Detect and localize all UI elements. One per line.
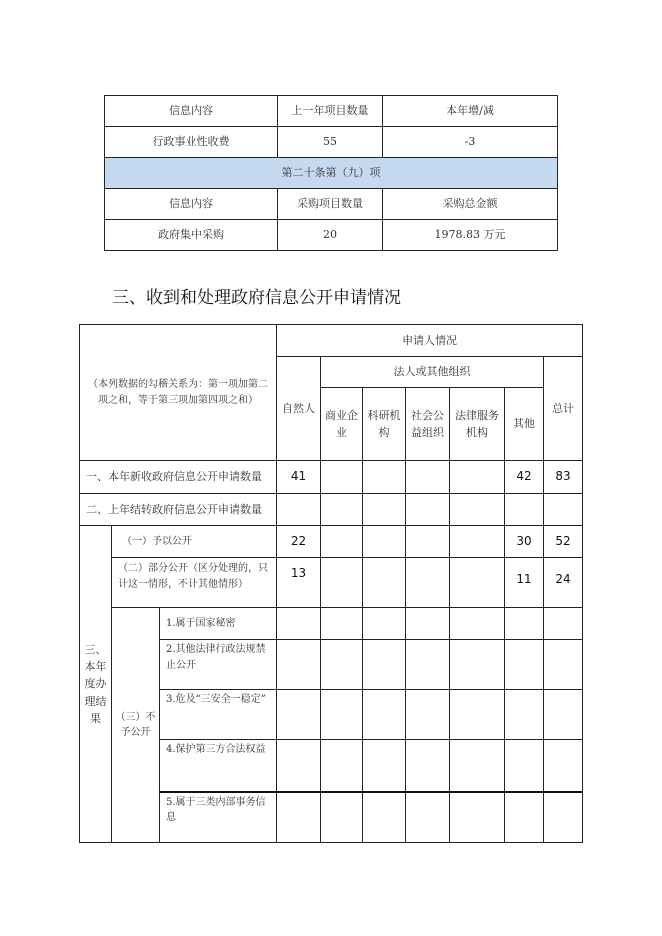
table-cell: 采购项目数量 — [278, 189, 383, 220]
other-value: 42 — [505, 461, 544, 494]
empty-cell — [321, 494, 363, 526]
table-cell: 政府集中采购 — [105, 220, 278, 251]
row-label: 二、上年结转政府信息公开申请数量 — [80, 494, 277, 526]
total-value: 52 — [544, 526, 583, 558]
applicant-header: 申请人情况 — [277, 325, 583, 357]
natural-value: 22 — [277, 526, 321, 558]
table-cell: 55 — [278, 127, 383, 158]
total-value: 83 — [544, 461, 583, 494]
not-public-item: 2.其他法律行政法规禁止公开 — [160, 640, 277, 690]
total-header: 总计 — [544, 357, 583, 461]
other-value: 30 — [505, 526, 544, 558]
row-label: （二）部分公开（区分处理的，只计这一情形，不计其他情形） — [112, 558, 277, 608]
empty-cell — [450, 558, 505, 608]
application-table — [79, 324, 583, 843]
table-row — [105, 127, 558, 158]
section-heading: 三、收到和处理政府信息公开申请情况 — [112, 288, 401, 308]
other-value: 11 — [505, 558, 544, 608]
table-cell: -3 — [383, 127, 558, 158]
table-row — [80, 461, 583, 494]
empty-cell — [544, 494, 583, 526]
not-public-item: 3.危及“三安全一稳定” — [160, 690, 277, 740]
not-public-group-label: （三）不予公开 — [112, 608, 160, 843]
note-cell: （本列数据的勾稽关系为：第一项加第二项之和，等于第三项加第四项之和） — [80, 325, 277, 461]
empty-cell — [363, 494, 406, 526]
org-type-header: 社会公益组织 — [406, 388, 450, 461]
not-public-item: 5.属于三类内部事务信息 — [160, 792, 277, 843]
table-cell: 信息内容 — [105, 189, 278, 220]
empty-cell — [321, 558, 363, 608]
empty-cell — [406, 558, 450, 608]
empty-cell — [505, 494, 544, 526]
table-row — [80, 325, 583, 357]
not-public-item: 1.属于国家秘密 — [160, 608, 277, 640]
empty-cell — [277, 494, 321, 526]
result-group-label: 三、本年度办理结果 — [80, 526, 112, 843]
table-cell: 本年增/减 — [383, 96, 558, 127]
table-row — [80, 558, 583, 608]
table-cell: 20 — [278, 220, 383, 251]
table-row — [105, 220, 558, 251]
table-cell: 行政事业性收费 — [105, 127, 278, 158]
natural-person-header: 自然人 — [277, 357, 321, 461]
fee-purchase-table — [104, 95, 558, 251]
table-cell: 采购总金额 — [383, 189, 558, 220]
not-public-item: 4.保护第三方合法权益 — [160, 740, 277, 792]
section-title: 第二十条第（九）项 — [105, 158, 558, 189]
org-type-header: 其他 — [505, 388, 544, 461]
table-row — [105, 189, 558, 220]
row-label: 一、本年新收政府信息公开申请数量 — [80, 461, 277, 494]
empty-cell — [321, 526, 363, 558]
table-row — [80, 494, 583, 526]
table-row — [80, 526, 583, 558]
empty-cell — [363, 526, 406, 558]
table-cell: 1978.83 万元 — [383, 220, 558, 251]
empty-cell — [450, 461, 505, 494]
total-value: 24 — [544, 558, 583, 608]
table-cell: 信息内容 — [105, 96, 278, 127]
empty-cell — [450, 526, 505, 558]
org-type-header: 法律服务机构 — [450, 388, 505, 461]
legal-org-header: 法人或其他组织 — [321, 357, 544, 388]
table-cell: 上一年项目数量 — [278, 96, 383, 127]
org-type-header: 商业企业 — [321, 388, 363, 461]
natural-value: 13 — [277, 558, 321, 608]
section-title-row — [105, 158, 558, 189]
natural-value: 41 — [277, 461, 321, 494]
empty-cell — [406, 526, 450, 558]
empty-cell — [363, 461, 406, 494]
org-type-header: 科研机构 — [363, 388, 406, 461]
empty-cell — [450, 494, 505, 526]
empty-cell — [321, 461, 363, 494]
row-label: （一）予以公开 — [112, 526, 277, 558]
table-row — [105, 96, 558, 127]
empty-cell — [406, 494, 450, 526]
empty-cell — [406, 461, 450, 494]
table-row — [80, 608, 583, 640]
empty-cell — [363, 558, 406, 608]
